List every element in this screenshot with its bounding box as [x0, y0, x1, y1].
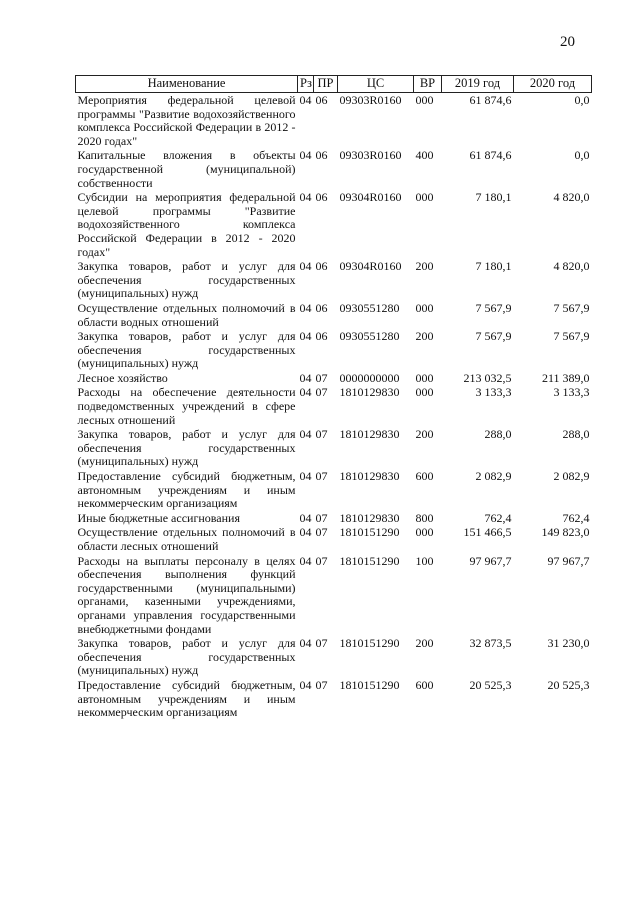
cell-vr: 400 — [415, 148, 434, 163]
cell-name: Осуществление отдельных полномочий в области лесных отношений — [77, 525, 296, 553]
cell-pr: 06 — [315, 190, 328, 205]
cell-y2019: 151 466,5 — [463, 525, 512, 540]
cell-vr: 000 — [415, 370, 434, 385]
cell-y2020: 0,0 — [574, 93, 590, 107]
cell-rz: 04 — [299, 370, 312, 385]
cell-rz: 04 — [299, 93, 312, 107]
cell-y2019: 288,0 — [484, 427, 512, 442]
header-name: Наименование — [76, 76, 298, 93]
cell-y2020: 20 525,3 — [547, 677, 590, 692]
cell-name: Лесное хозяйство — [77, 370, 168, 385]
cell-name: Закупка товаров, работ и услуг для обеспечения государственных (муниципальных) нужд — [77, 329, 296, 371]
cell-y2019: 762,4 — [484, 510, 512, 525]
cell-y2019: 7 180,1 — [475, 190, 512, 205]
cell-rz: 04 — [299, 148, 312, 163]
header-pr: ПР — [314, 76, 338, 93]
cell-vr: 200 — [415, 427, 434, 442]
cell-y2020: 4 820,0 — [553, 190, 590, 205]
cell-y2020: 97 967,7 — [547, 553, 590, 568]
cell-vr: 000 — [415, 190, 434, 205]
table-row — [76, 427, 592, 469]
cell-cs: 0000000000 — [339, 370, 400, 385]
cell-vr: 000 — [415, 300, 434, 315]
cell-rz: 04 — [299, 510, 312, 525]
cell-name: Расходы на выплаты персоналу в целях обеспечения выполнения функций государственными (муниципальными) органами, казенными учреждениями, органами управления государственными внебюджетными фондами — [77, 553, 296, 636]
cell-y2020: 7 567,9 — [553, 329, 590, 344]
cell-rz: 04 — [299, 427, 312, 442]
cell-y2019: 2 082,9 — [475, 469, 512, 484]
cell-y2019: 213 032,5 — [463, 370, 512, 385]
table-row — [76, 469, 592, 511]
cell-name: Расходы на обеспечение деятельности подведомственных учреждений в сфере лесных отношений — [77, 385, 296, 427]
cell-rz: 04 — [299, 329, 312, 344]
cell-vr: 800 — [415, 510, 434, 525]
header-rz: Рз — [298, 76, 314, 93]
cell-cs: 1810129830 — [339, 510, 400, 525]
cell-y2019: 7 180,1 — [475, 259, 512, 274]
cell-y2019: 97 967,7 — [469, 553, 512, 568]
cell-name: Закупка товаров, работ и услуг для обеспечения государственных (муниципальных) нужд — [77, 259, 296, 301]
table-row — [76, 329, 592, 371]
header-2020: 2020 год — [514, 76, 592, 93]
cell-y2019: 20 525,3 — [469, 677, 512, 692]
cell-vr: 200 — [415, 259, 434, 274]
cell-pr: 07 — [315, 427, 328, 442]
table-header-row — [76, 76, 592, 93]
cell-cs: 1810151290 — [339, 553, 400, 568]
cell-pr: 07 — [315, 553, 328, 568]
cell-pr: 07 — [315, 469, 328, 484]
table-row — [76, 511, 592, 526]
cell-rz: 04 — [299, 677, 312, 692]
cell-pr: 07 — [315, 510, 328, 525]
table-row — [76, 301, 592, 329]
cell-name: Субсидии на мероприятия федеральной целевой программы "Развитие водохозяйственного комплекса Российской Федерации в 2012 - 2020 годах" — [77, 190, 296, 259]
cell-cs: 0930551280 — [339, 300, 400, 315]
cell-vr: 000 — [415, 385, 434, 400]
cell-y2020: 762,4 — [562, 510, 590, 525]
table-row — [76, 554, 592, 637]
cell-rz: 04 — [299, 553, 312, 568]
cell-cs: 09303R0160 — [339, 93, 402, 107]
cell-y2019: 61 874,6 — [469, 93, 512, 107]
cell-vr: 100 — [415, 553, 434, 568]
cell-rz: 04 — [299, 259, 312, 274]
cell-y2020: 2 082,9 — [553, 469, 590, 484]
cell-y2020: 4 820,0 — [553, 259, 590, 274]
cell-name: Мероприятия федеральной целевой программы "Развитие водохозяйственного комплекса Российской Федерации в 2012 - 2020 годах" — [77, 93, 296, 148]
cell-name: Предоставление субсидий бюджетным, автономным учреждениям и иным некоммерческим организациям — [77, 469, 296, 511]
cell-pr: 06 — [315, 329, 328, 344]
cell-pr: 07 — [315, 370, 328, 385]
cell-vr: 600 — [415, 469, 434, 484]
cell-cs: 1810129830 — [339, 427, 400, 442]
cell-name: Иные бюджетные ассигнования — [77, 510, 240, 525]
table-row — [76, 678, 592, 720]
cell-name: Осуществление отдельных полномочий в области водных отношений — [77, 300, 296, 329]
cell-cs: 09304R0160 — [339, 190, 402, 205]
cell-name: Капитальные вложения в объекты государственной (муниципальной) собственности — [77, 148, 296, 190]
cell-y2019: 7 567,9 — [475, 300, 512, 315]
cell-cs: 1810151290 — [339, 636, 400, 651]
cell-y2020: 0,0 — [574, 148, 590, 163]
cell-rz: 04 — [299, 525, 312, 540]
cell-cs: 09303R0160 — [339, 148, 402, 163]
cell-y2020: 211 389,0 — [541, 370, 590, 385]
cell-vr: 600 — [415, 677, 434, 692]
cell-y2020: 288,0 — [562, 427, 590, 442]
cell-name: Закупка товаров, работ и услуг для обеспечения государственных (муниципальных) нужд — [77, 636, 296, 678]
header-cs: ЦС — [338, 76, 414, 93]
table-row — [76, 385, 592, 427]
cell-vr: 200 — [415, 636, 434, 651]
cell-y2020: 31 230,0 — [547, 636, 590, 651]
cell-pr: 06 — [315, 93, 328, 107]
cell-cs: 1810151290 — [339, 525, 400, 540]
cell-y2020: 149 823,0 — [541, 525, 590, 540]
table-row — [76, 259, 592, 301]
cell-cs: 09304R0160 — [339, 259, 402, 274]
cell-y2020: 7 567,9 — [553, 300, 590, 315]
table-row — [76, 371, 592, 386]
cell-rz: 04 — [299, 469, 312, 484]
cell-rz: 04 — [299, 636, 312, 651]
cell-rz: 04 — [299, 385, 312, 400]
table-row — [76, 190, 592, 259]
cell-vr: 200 — [415, 329, 434, 344]
cell-rz: 04 — [299, 300, 312, 315]
cell-y2019: 3 133,3 — [475, 385, 512, 400]
cell-pr: 07 — [315, 385, 328, 400]
cell-rz: 04 — [299, 190, 312, 205]
budget-table — [75, 75, 592, 720]
cell-vr: 000 — [415, 93, 434, 107]
page-number: 20 — [560, 34, 575, 50]
cell-pr: 06 — [315, 300, 328, 315]
cell-y2019: 61 874,6 — [469, 148, 512, 163]
cell-pr: 07 — [315, 525, 328, 540]
cell-y2020: 3 133,3 — [553, 385, 590, 400]
cell-name: Предоставление субсидий бюджетным, автономным учреждениям и иным некоммерческим организациям — [77, 677, 296, 720]
cell-name: Закупка товаров, работ и услуг для обеспечения государственных (муниципальных) нужд — [77, 427, 296, 469]
cell-cs: 1810151290 — [339, 677, 400, 692]
cell-pr: 06 — [315, 259, 328, 274]
cell-pr: 07 — [315, 677, 328, 692]
cell-pr: 06 — [315, 148, 328, 163]
cell-y2019: 32 873,5 — [469, 636, 512, 651]
header-vr: ВР — [414, 76, 442, 93]
cell-vr: 000 — [415, 525, 434, 540]
header-2019: 2019 год — [442, 76, 514, 93]
cell-pr: 07 — [315, 636, 328, 651]
cell-cs: 1810129830 — [339, 385, 400, 400]
cell-cs: 1810129830 — [339, 469, 400, 484]
table-row — [76, 636, 592, 678]
table-row — [76, 93, 592, 149]
cell-y2019: 7 567,9 — [475, 329, 512, 344]
cell-cs: 0930551280 — [339, 329, 400, 344]
table-row — [76, 525, 592, 553]
table-row — [76, 148, 592, 190]
table-body — [76, 93, 592, 720]
